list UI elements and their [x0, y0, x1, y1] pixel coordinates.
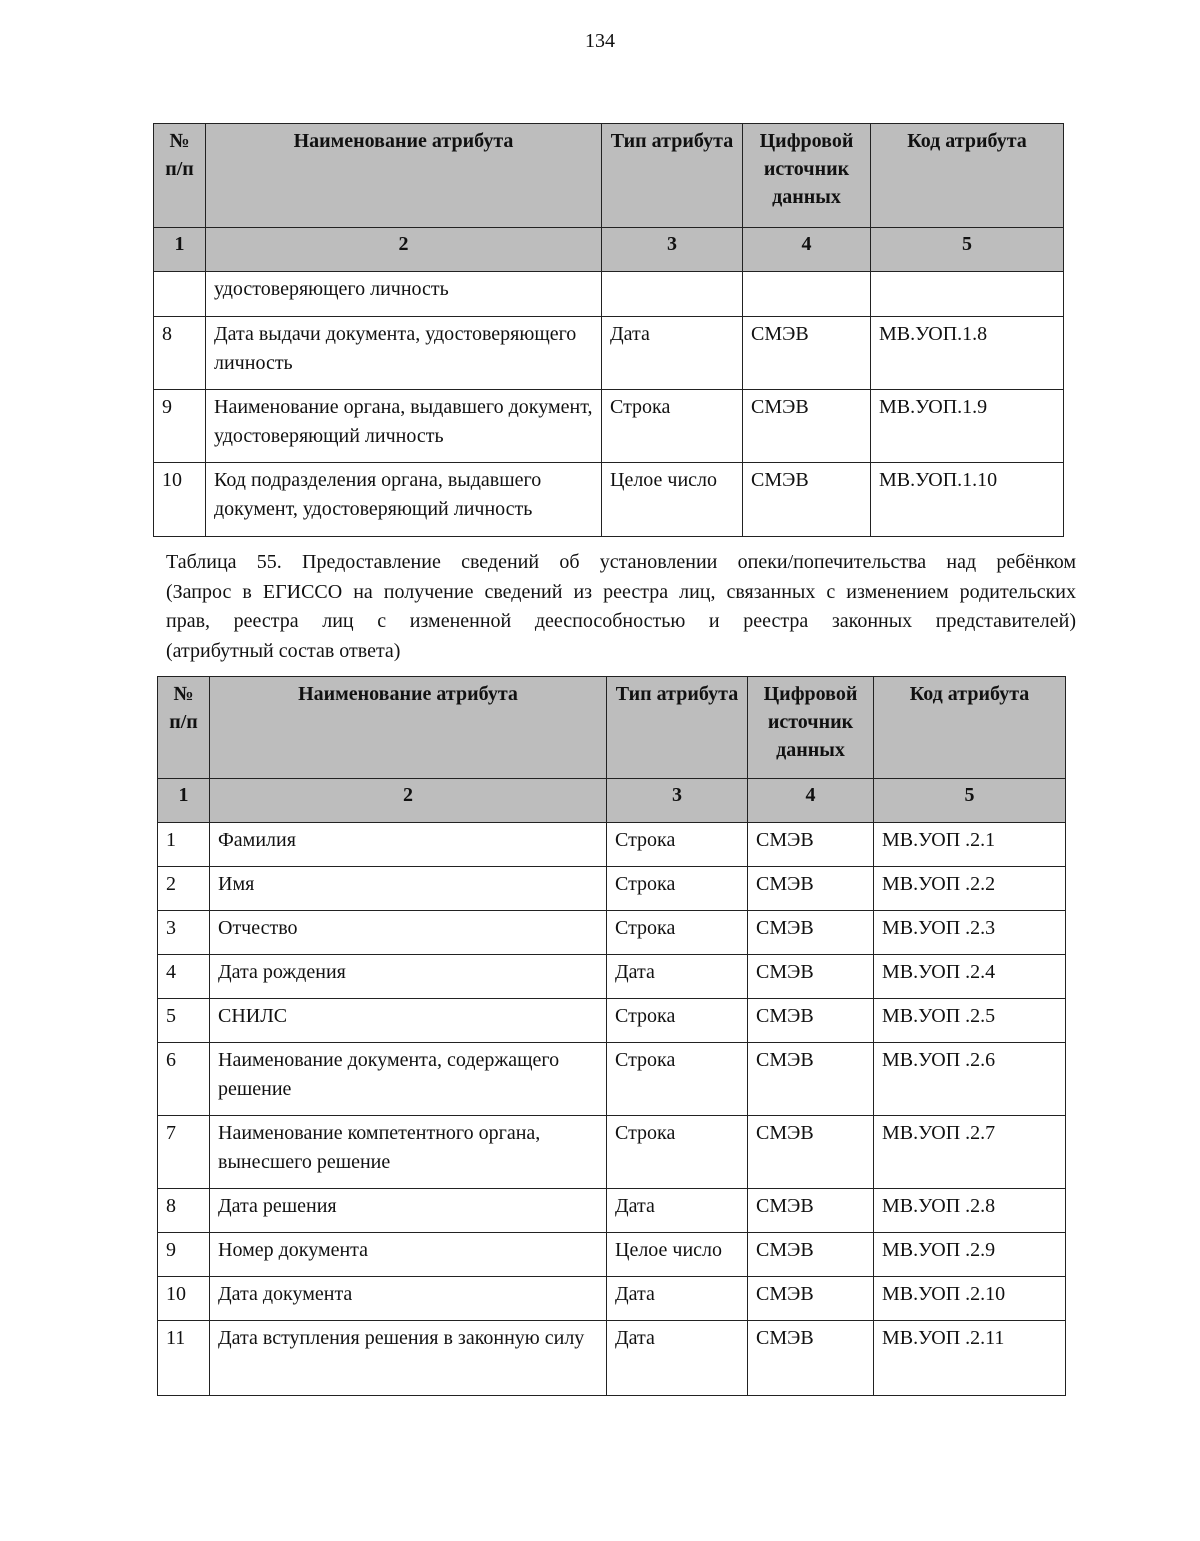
cell-code: МВ.УОП .2.1: [874, 823, 1066, 867]
cell-name: Наименование компетентного органа, вынесшего решение: [210, 1116, 607, 1189]
table-row: [158, 823, 1066, 867]
header-num: № п/п: [158, 677, 210, 779]
col-number: 2: [206, 228, 602, 272]
cell-code: МВ.УОП .2.10: [874, 1277, 1066, 1321]
page-number: 134: [585, 30, 615, 52]
cell-name: Дата документа: [210, 1277, 607, 1321]
cell-num: 6: [158, 1043, 210, 1116]
attributes-table-continuation: [153, 123, 1064, 537]
cell-code: МВ.УОП .2.6: [874, 1043, 1066, 1116]
table-row: [154, 272, 1064, 317]
table-row: [154, 317, 1064, 390]
cell-type: [602, 272, 743, 317]
cell-name: Имя: [210, 867, 607, 911]
cell-name: Код подразделения органа, выдавшего документ, удостоверяющий личность: [206, 463, 602, 537]
col-number: 1: [158, 779, 210, 823]
cell-name: Дата вступления решения в законную силу: [210, 1321, 607, 1396]
cell-num: 11: [158, 1321, 210, 1396]
cell-type: Строка: [607, 1116, 748, 1189]
cell-code: [871, 272, 1064, 317]
cell-name: Отчество: [210, 911, 607, 955]
cell-num: 8: [158, 1189, 210, 1233]
cell-num: 3: [158, 911, 210, 955]
cell-type: Дата: [607, 1321, 748, 1396]
table-header-row: [158, 677, 1066, 779]
cell-name: Дата выдачи документа, удостоверяющего личность: [206, 317, 602, 390]
header-code: Код атрибута: [871, 124, 1064, 228]
table-header-row: [154, 124, 1064, 228]
header-type: Тип атрибута: [607, 677, 748, 779]
cell-num: 8: [154, 317, 206, 390]
table-row: [158, 1321, 1066, 1396]
col-number: 3: [602, 228, 743, 272]
col-number: 5: [871, 228, 1064, 272]
cell-source: СМЭВ: [743, 390, 871, 463]
cell-code: МВ.УОП.1.8: [871, 317, 1064, 390]
cell-name: Наименование документа, содержащего решение: [210, 1043, 607, 1116]
header-code: Код атрибута: [874, 677, 1066, 779]
cell-source: СМЭВ: [743, 317, 871, 390]
cell-source: СМЭВ: [748, 911, 874, 955]
cell-num: 2: [158, 867, 210, 911]
cell-source: СМЭВ: [748, 1189, 874, 1233]
cell-type: Целое число: [602, 463, 743, 537]
col-number: 4: [748, 779, 874, 823]
cell-name: СНИЛС: [210, 999, 607, 1043]
caption-line: прав, реестра лиц с измененной дееспособностью и реестра законных представителей): [166, 610, 1076, 632]
col-number: 5: [874, 779, 1066, 823]
cell-source: СМЭВ: [748, 1321, 874, 1396]
cell-code: МВ.УОП.1.9: [871, 390, 1064, 463]
cell-num: 7: [158, 1116, 210, 1189]
cell-code: МВ.УОП .2.3: [874, 911, 1066, 955]
cell-num: 9: [158, 1233, 210, 1277]
cell-num: 10: [158, 1277, 210, 1321]
header-name: Наименование атрибута: [210, 677, 607, 779]
cell-code: МВ.УОП .2.8: [874, 1189, 1066, 1233]
table-row: [158, 1189, 1066, 1233]
cell-type: Строка: [607, 999, 748, 1043]
cell-source: СМЭВ: [748, 1277, 874, 1321]
cell-num: 10: [154, 463, 206, 537]
header-num: № п/п: [154, 124, 206, 228]
cell-num: 5: [158, 999, 210, 1043]
cell-name: Дата решения: [210, 1189, 607, 1233]
cell-source: [743, 272, 871, 317]
cell-name: Номер документа: [210, 1233, 607, 1277]
column-number-row: [158, 779, 1066, 823]
attributes-table-55: [157, 676, 1066, 1396]
cell-source: СМЭВ: [748, 867, 874, 911]
cell-source: СМЭВ: [748, 999, 874, 1043]
caption-line: (атрибутный состав ответа): [166, 639, 401, 662]
cell-code: МВ.УОП .2.2: [874, 867, 1066, 911]
cell-type: Дата: [607, 955, 748, 999]
cell-code: МВ.УОП.1.10: [871, 463, 1064, 537]
header-source: Цифровой источник данных: [743, 124, 871, 228]
cell-code: МВ.УОП .2.11: [874, 1321, 1066, 1396]
cell-name: удостоверяющего личность: [206, 272, 602, 317]
table-row: [158, 955, 1066, 999]
cell-name: Наименование органа, выдавшего документ, удостоверяющий личность: [206, 390, 602, 463]
cell-source: СМЭВ: [748, 1116, 874, 1189]
table-row: [158, 1043, 1066, 1116]
cell-source: СМЭВ: [748, 1233, 874, 1277]
cell-type: Дата: [607, 1189, 748, 1233]
col-number: 3: [607, 779, 748, 823]
cell-name: Фамилия: [210, 823, 607, 867]
cell-source: СМЭВ: [748, 823, 874, 867]
cell-type: Дата: [602, 317, 743, 390]
cell-type: Строка: [607, 1043, 748, 1116]
col-number: 1: [154, 228, 206, 272]
table-row: [158, 1233, 1066, 1277]
table-row: [154, 463, 1064, 537]
cell-num: 1: [158, 823, 210, 867]
cell-code: МВ.УОП .2.5: [874, 999, 1066, 1043]
cell-code: МВ.УОП .2.4: [874, 955, 1066, 999]
cell-source: СМЭВ: [748, 955, 874, 999]
cell-type: Целое число: [607, 1233, 748, 1277]
caption-line: Таблица 55. Предоставление сведений об установлении опеки/попечительства над ребёнком: [166, 551, 1076, 573]
cell-name: Дата рождения: [210, 955, 607, 999]
cell-type: Строка: [607, 823, 748, 867]
cell-type: Строка: [607, 911, 748, 955]
table-row: [158, 911, 1066, 955]
cell-num: 4: [158, 955, 210, 999]
cell-num: [154, 272, 206, 317]
col-number: 4: [743, 228, 871, 272]
table-row: [158, 999, 1066, 1043]
header-type: Тип атрибута: [602, 124, 743, 228]
table-row: [154, 390, 1064, 463]
cell-type: Дата: [607, 1277, 748, 1321]
cell-type: Строка: [607, 867, 748, 911]
header-source: Цифровой источник данных: [748, 677, 874, 779]
col-number: 2: [210, 779, 607, 823]
column-number-row: [154, 228, 1064, 272]
table-row: [158, 1277, 1066, 1321]
cell-type: Строка: [602, 390, 743, 463]
cell-code: МВ.УОП .2.9: [874, 1233, 1066, 1277]
cell-code: МВ.УОП .2.7: [874, 1116, 1066, 1189]
cell-source: СМЭВ: [748, 1043, 874, 1116]
cell-num: 9: [154, 390, 206, 463]
cell-source: СМЭВ: [743, 463, 871, 537]
header-name: Наименование атрибута: [206, 124, 602, 228]
caption-line: (Запрос в ЕГИССО на получение сведений из реестра лиц, связанных с изменением родительских: [166, 580, 1076, 603]
table-row: [158, 867, 1066, 911]
table-caption: [166, 548, 1076, 666]
table-row: [158, 1116, 1066, 1189]
